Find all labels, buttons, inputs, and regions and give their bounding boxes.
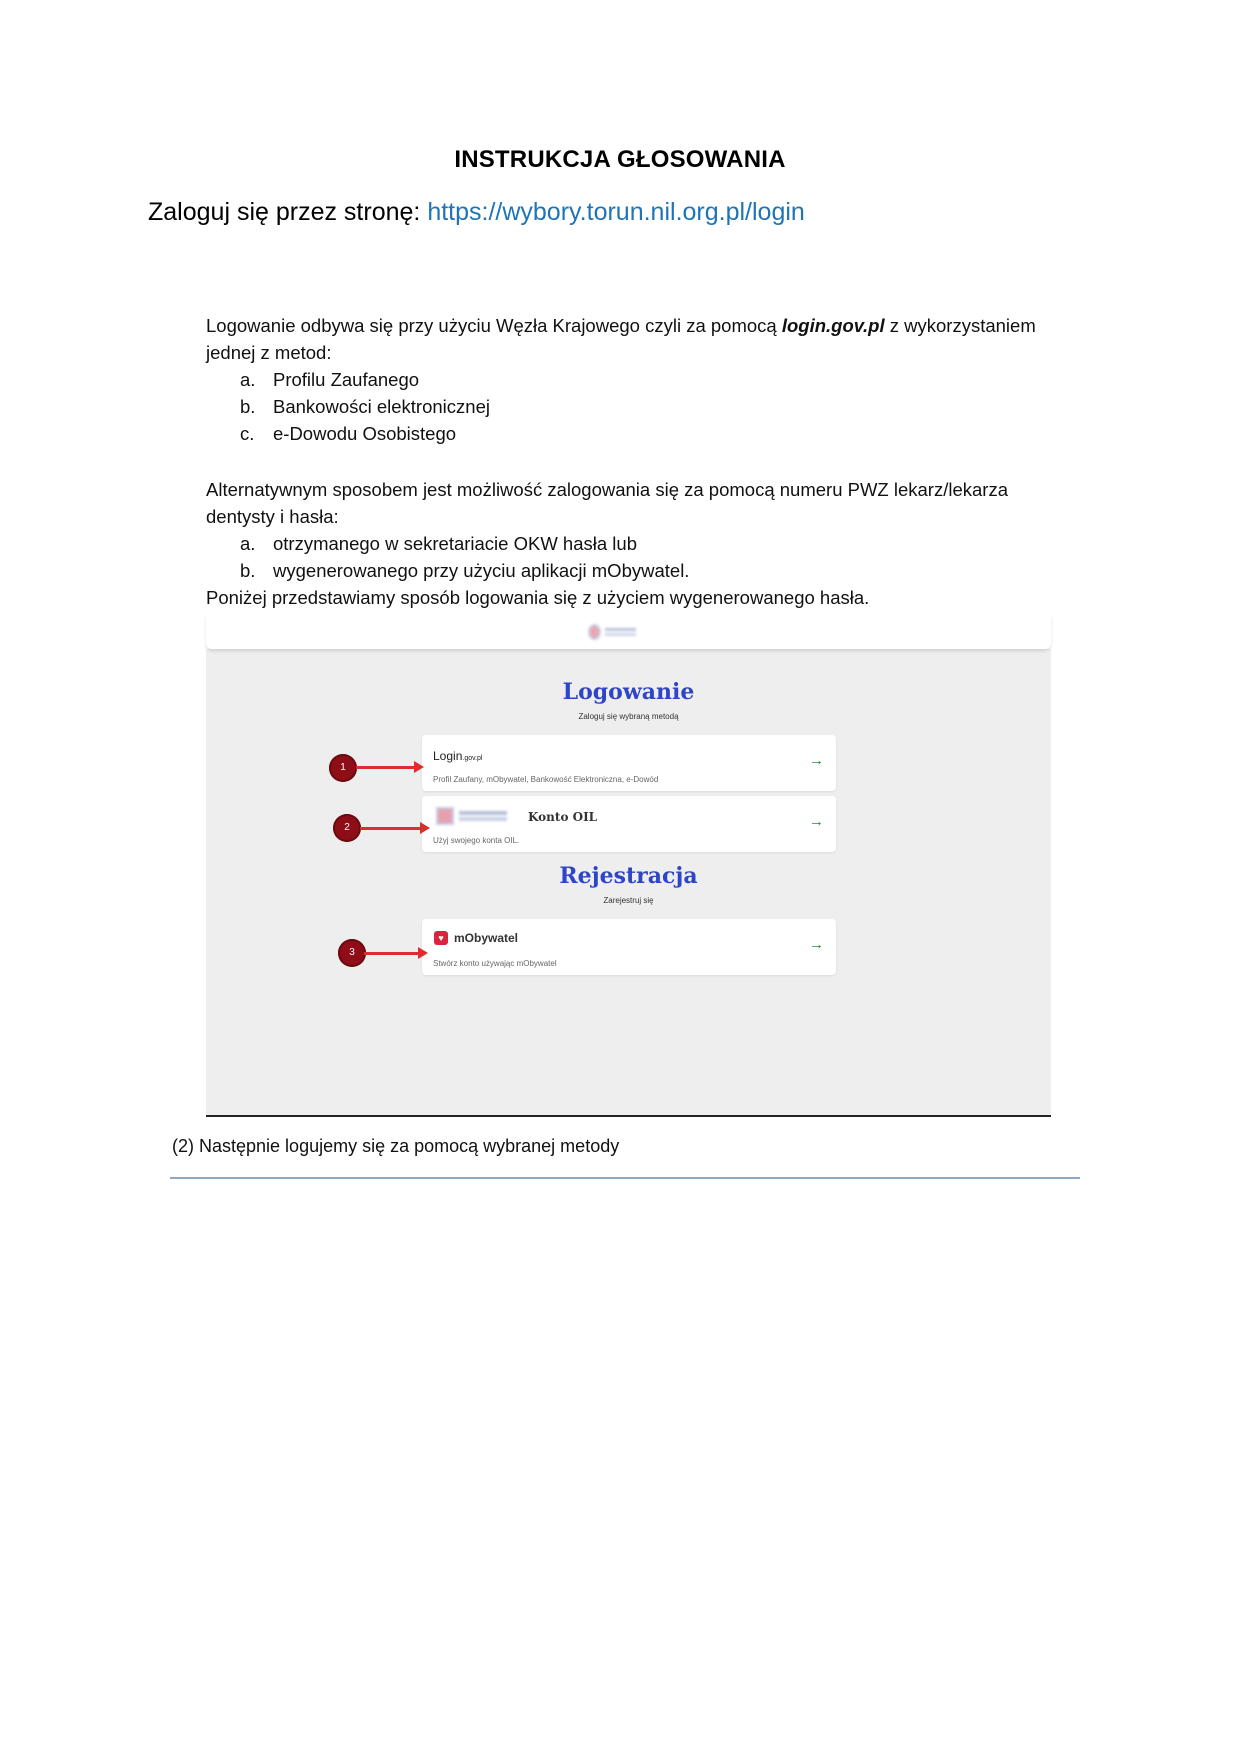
login-screenshot xyxy=(206,615,1051,1115)
login-prompt xyxy=(148,198,805,227)
red-arrow-icon xyxy=(360,827,422,830)
document-title: INSTRUKCJA GŁOSOWANIA xyxy=(454,146,786,173)
screenshot-body xyxy=(206,649,1051,1115)
intro-paragraph xyxy=(206,312,1036,366)
list-item: a. otrzymanego w sekretariacie OKW hasła lub xyxy=(240,533,637,554)
mobywatel-icon: ♥ xyxy=(434,931,448,945)
konto-oil-caption: Użyj swojego konta OIL. xyxy=(433,836,520,845)
login-subheading: Zaloguj się wybraną metodą xyxy=(578,712,679,721)
login-link[interactable]: https://wybory.torun.nil.org.pl/login xyxy=(427,198,805,226)
intro-text-start: Logowanie odbywa się przy użyciu Węzła Krajowego czyli za pomocą xyxy=(206,315,782,336)
screenshot-bottom-border xyxy=(206,1115,1051,1117)
alternative-list xyxy=(240,530,689,584)
intro-text-end: z wykorzystaniem jednej z metod: xyxy=(206,315,1036,363)
intro-bold-domain: login.gov.pl xyxy=(781,315,885,336)
login-heading: Logowanie xyxy=(562,679,695,705)
step-badge: 2 xyxy=(333,814,361,842)
screenshot-header xyxy=(206,615,1051,649)
arrow-right-icon[interactable]: → xyxy=(809,936,824,953)
blurred-oil-logo xyxy=(436,804,516,828)
step-badge: 3 xyxy=(338,939,366,967)
mobywatel-option[interactable] xyxy=(422,919,836,975)
methods-list xyxy=(240,366,490,447)
list-item: c. e-Dowodu Osobistego xyxy=(240,423,457,444)
arrow-right-icon[interactable]: → xyxy=(809,752,824,769)
step-caption: (2) Następnie logujemy się za pomocą wybranej metody xyxy=(172,1136,620,1156)
register-heading: Rejestracja xyxy=(559,863,698,889)
below-text: Poniżej przedstawiamy sposób logowania się z użyciem wygenerowanego hasła. xyxy=(206,587,870,608)
arrow-right-icon[interactable]: → xyxy=(809,813,824,830)
list-item: b. Bankowości elektronicznej xyxy=(240,396,490,417)
konto-oil-option[interactable] xyxy=(422,796,836,852)
login-gov-option[interactable] xyxy=(422,735,836,791)
konto-oil-title: Konto OIL xyxy=(528,810,598,824)
blurred-logo xyxy=(588,623,636,641)
mobywatel-caption: Stwórz konto używając mObywatel xyxy=(433,959,557,968)
login-gov-caption: Profil Zaufany, mObywatel, Bankowość Elektroniczna, e-Dowód xyxy=(433,775,659,784)
red-arrow-icon xyxy=(364,952,420,955)
list-item: a. Profilu Zaufanego xyxy=(240,369,420,390)
login-gov-title: Login.gov.pl xyxy=(433,749,483,763)
alternative-paragraph: Alternatywnym sposobem jest możliwość zalogowania się za pomocą numeru PWZ lekarz/lekarza dentysty i hasła: xyxy=(206,479,1008,527)
horizontal-rule xyxy=(170,1177,1080,1179)
register-subheading: Zarejestruj się xyxy=(603,896,654,905)
mobywatel-title: mObywatel xyxy=(454,931,519,945)
red-arrow-icon xyxy=(356,766,416,769)
list-item: b. wygenerowanego przy użyciu aplikacji mObywatel. xyxy=(240,560,690,581)
step-badge: 1 xyxy=(329,754,357,782)
login-prompt-text: Zaloguj się przez stronę: xyxy=(148,198,421,226)
